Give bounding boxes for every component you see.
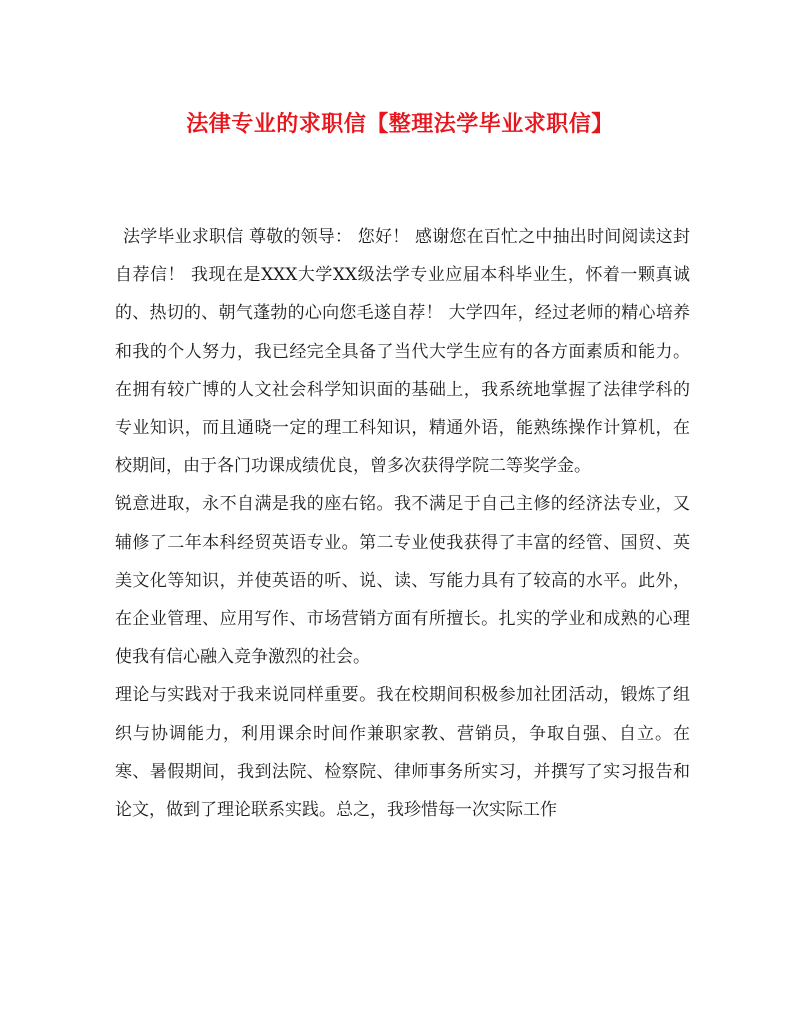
paragraph-1: 法学毕业求职信 尊敬的领导： 您好！ 感谢您在百忙之中抽出时间阅读这封自荐信！ 我现在是XXX大学XX级法学专业应届本科毕业生，怀着一颗真诚的、热切的、朝气蓬勃的心向您毛遂自荐！ 大学四年，经过老师的精心培养和我的个人努力，我已经完全具备了当代大学生应有的各方面素质和能力。在拥有较广博的人文社会科学知识面的基础上，我系统地掌握了法律学科的专业知识，而且通晓一定的理工科知识，精通外语，能熟练操作计算机，在校期间，由于各门功课成绩优良，曾多次获得学院二等奖学金。 xyxy=(115,227,690,477)
paragraph-2: 锐意进取，永不自满是我的座右铭。我不满足于自己主修的经济法专业，又辅修了二年本科经贸英语专业。第二专业使我获得了丰富的经管、国贸、英美文化等知识，并使英语的听、说、读、写能力具有了较高的水平。此外，在企业管理、应用写作、市场营销方面有所擅长。扎实的学业和成熟的心理使我有信心融入竞争激烈的社会。 xyxy=(115,494,690,668)
paragraph-3: 理论与实践对于我来说同样重要。我在校期间积极参加社团活动，锻炼了组织与协调能力，利用课余时间作兼职家教、营销员，争取自强、自立。在寒、暑假期间，我到法院、检察院、律师事务所实习，并撰写了实习报告和论文，做到了理论联系实践。总之，我珍惜每一次实际工作 xyxy=(115,685,690,821)
document-body xyxy=(115,218,690,829)
document-title: 法律专业的求职信【整理法学毕业求职信】 xyxy=(186,111,614,137)
